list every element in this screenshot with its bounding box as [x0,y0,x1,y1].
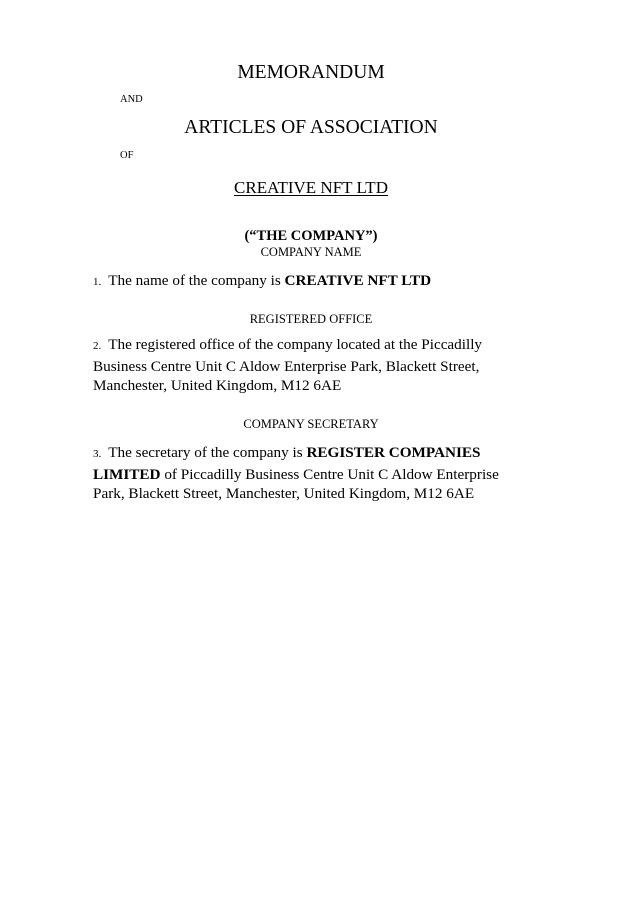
company-name-heading: COMPANY NAME [260,245,362,259]
clause-number: 1. [93,276,102,288]
the-company-label: (“THE COMPANY”) [244,228,378,244]
clause-3 [93,443,538,504]
clause-text-line: Park, Blackett Street, Manchester, United Kingdom, M12 6AE [93,485,475,502]
clause-text-line: Manchester, United Kingdom, M12 6AE [93,377,342,394]
clause-2 [93,335,538,396]
memorandum-heading: MEMORANDUM [237,62,385,83]
clause-number: 2. [93,340,102,352]
clause-text: The name of the company is [108,272,285,289]
company-secretary-heading: COMPANY SECRETARY [243,417,379,431]
clause-text-line: The registered office of the company located at the Piccadilly [108,336,483,353]
clause-1 [93,271,538,293]
clause-text-line: of Piccadilly Business Centre Unit C Aldow Enterprise [160,465,499,483]
secretary-name-part1: REGISTER COMPANIES [306,444,481,461]
articles-heading: ARTICLES OF ASSOCIATION [184,117,438,138]
registered-office-heading: REGISTERED OFFICE [249,312,373,326]
company-title: CREATIVE NFT LTD [234,178,388,197]
and-label: AND [120,94,143,105]
of-label: OF [120,150,134,161]
clause-number: 3. [93,448,102,460]
secretary-name-part2: LIMITED [93,465,161,483]
clause-text-line: The secretary of the company is [108,444,307,461]
company-name-value: CREATIVE NFT LTD [284,272,432,289]
clause-text-line: Business Centre Unit C Aldow Enterprise Park, Blackett Street, [93,357,480,375]
